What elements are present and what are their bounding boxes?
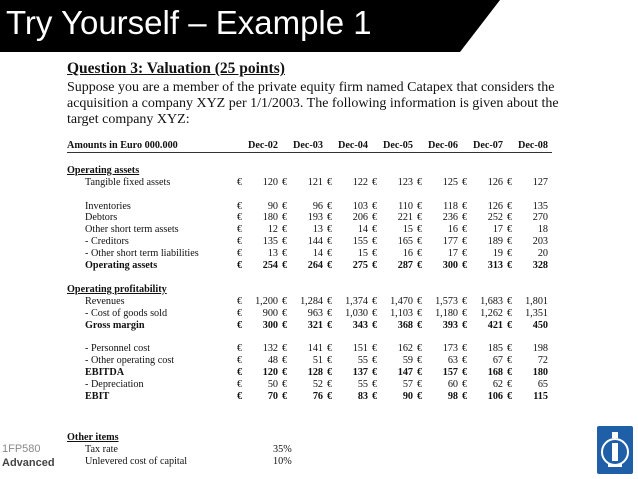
- cell-value: 252: [487, 212, 503, 224]
- currency-symbol: €: [417, 176, 423, 188]
- currency-symbol: €: [237, 248, 243, 260]
- cell-value: 16: [402, 248, 413, 260]
- row-label: - Other short term liabilities: [85, 248, 199, 260]
- cell-value: 115: [533, 390, 548, 402]
- currency-symbol: €: [417, 355, 423, 367]
- year-header: Dec-06: [427, 140, 462, 152]
- currency-symbol: €: [417, 236, 423, 248]
- cell-value: 1,262: [480, 307, 503, 319]
- section-operating-profitability: Operating profitability: [67, 283, 167, 295]
- cell-value: 125: [442, 176, 458, 188]
- cell-value: 206: [352, 212, 368, 224]
- header-label: Amounts in Euro 000.000: [67, 140, 237, 152]
- question-title: Question 3: Valuation (25 points): [67, 60, 285, 77]
- currency-symbol: €: [372, 367, 378, 379]
- currency-symbol: €: [237, 343, 243, 355]
- cell-value: 14: [357, 224, 368, 236]
- cell-value: 123: [397, 176, 413, 188]
- currency-symbol: €: [372, 248, 378, 260]
- tax-rate-value: 35%: [273, 443, 292, 455]
- cell-value: 421: [487, 319, 503, 331]
- currency-symbol: €: [462, 355, 468, 367]
- currency-symbol: €: [417, 295, 423, 307]
- cell-value: 17: [492, 224, 503, 236]
- table-row: [67, 367, 552, 379]
- section-row: [67, 284, 552, 296]
- currency-symbol: €: [327, 236, 333, 248]
- currency-symbol: €: [327, 319, 333, 331]
- cell-value: 162: [397, 343, 413, 355]
- currency-symbol: €: [462, 260, 468, 272]
- table-header-row: [67, 140, 552, 152]
- currency-symbol: €: [282, 236, 288, 248]
- currency-symbol: €: [282, 224, 288, 236]
- currency-symbol: €: [282, 248, 288, 260]
- currency-symbol: €: [282, 367, 288, 379]
- cell-value: 963: [307, 307, 323, 319]
- cell-value: 1,573: [435, 295, 458, 307]
- currency-symbol: €: [372, 343, 378, 355]
- currency-symbol: €: [237, 367, 243, 379]
- currency-symbol: €: [462, 224, 468, 236]
- row-label: Operating assets: [85, 260, 158, 272]
- currency-symbol: €: [507, 307, 513, 319]
- currency-symbol: €: [237, 355, 243, 367]
- row-label: Tangible fixed assets: [85, 176, 171, 188]
- cell-value: 15: [402, 224, 413, 236]
- cell-value: 90: [267, 200, 278, 212]
- table-row: [67, 444, 292, 456]
- table-row: [67, 236, 552, 248]
- question-block: [67, 60, 587, 128]
- cell-value: 1,683: [480, 295, 503, 307]
- cell-value: 122: [352, 176, 368, 188]
- cell-value: 1,801: [525, 295, 548, 307]
- cell-value: 60: [447, 379, 458, 391]
- cell-value: 51: [312, 355, 323, 367]
- year-header: Dec-03: [292, 140, 327, 152]
- cell-value: 135: [532, 200, 548, 212]
- currency-symbol: €: [327, 379, 333, 391]
- financial-table: [67, 140, 552, 403]
- currency-symbol: €: [417, 390, 423, 402]
- currency-symbol: €: [507, 236, 513, 248]
- table-row: [67, 296, 552, 308]
- cell-value: 254: [262, 260, 278, 272]
- cell-value: 180: [262, 212, 278, 224]
- cell-value: 450: [532, 319, 548, 331]
- cell-value: 67: [492, 355, 503, 367]
- cell-value: 144: [307, 236, 323, 248]
- coc-value: 10%: [273, 455, 292, 467]
- cell-value: 155: [352, 236, 368, 248]
- cell-value: 90: [402, 390, 413, 402]
- currency-symbol: €: [417, 367, 423, 379]
- cell-value: 275: [352, 260, 368, 272]
- currency-symbol: €: [237, 176, 243, 188]
- row-label: Inventories: [85, 200, 131, 212]
- table-row: [67, 355, 552, 367]
- row-label: EBITDA: [85, 367, 125, 379]
- currency-symbol: €: [282, 343, 288, 355]
- currency-symbol: €: [462, 200, 468, 212]
- cell-value: 118: [443, 200, 458, 212]
- currency-symbol: €: [462, 379, 468, 391]
- cell-value: 132: [262, 343, 278, 355]
- cell-value: 300: [442, 260, 458, 272]
- isti-logo-icon: [597, 426, 633, 474]
- currency-symbol: €: [282, 307, 288, 319]
- cell-value: 180: [532, 367, 548, 379]
- cell-value: 16: [447, 224, 458, 236]
- currency-symbol: €: [237, 212, 243, 224]
- currency-symbol: €: [372, 379, 378, 391]
- currency-symbol: €: [327, 355, 333, 367]
- cell-value: 1,374: [345, 295, 368, 307]
- currency-symbol: €: [372, 212, 378, 224]
- currency-symbol: €: [237, 379, 243, 391]
- table-row: [67, 320, 552, 332]
- cell-value: 18: [537, 224, 548, 236]
- row-label: Revenues: [85, 295, 125, 307]
- row-label: - Other operating cost: [85, 355, 175, 367]
- cell-value: 151: [352, 343, 368, 355]
- table-row: [67, 379, 552, 391]
- cell-value: 287: [397, 260, 413, 272]
- cell-value: 65: [537, 379, 548, 391]
- cell-value: 198: [532, 343, 548, 355]
- table-row: [67, 456, 292, 468]
- currency-symbol: €: [507, 367, 513, 379]
- cell-value: 20: [537, 248, 548, 260]
- currency-symbol: €: [327, 200, 333, 212]
- currency-symbol: €: [237, 200, 243, 212]
- currency-symbol: €: [372, 307, 378, 319]
- cell-value: 121: [307, 176, 323, 188]
- year-header: Dec-04: [337, 140, 372, 152]
- currency-symbol: €: [507, 212, 513, 224]
- question-body: Suppose you are a member of the private equity firm named Catapex that considers the acquisition a company XYZ per 1/1/2003. The following information is given about the target company XYZ:: [67, 80, 559, 127]
- currency-symbol: €: [462, 176, 468, 188]
- cell-value: 14: [312, 248, 323, 260]
- cell-value: 193: [307, 212, 323, 224]
- cell-value: 127: [532, 176, 548, 188]
- currency-symbol: €: [282, 379, 288, 391]
- currency-symbol: €: [282, 295, 288, 307]
- logo-graphic: [597, 426, 633, 474]
- cell-value: 343: [352, 319, 368, 331]
- cell-value: 96: [312, 200, 323, 212]
- cell-value: 393: [442, 319, 458, 331]
- currency-symbol: €: [372, 176, 378, 188]
- cell-value: 72: [537, 355, 548, 367]
- currency-symbol: €: [417, 319, 423, 331]
- currency-symbol: €: [462, 236, 468, 248]
- year-header: Dec-08: [517, 140, 552, 152]
- cell-value: 189: [487, 236, 503, 248]
- cell-value: 57: [402, 379, 413, 391]
- cell-value: 1,200: [255, 295, 278, 307]
- currency-symbol: €: [372, 295, 378, 307]
- row-label: Debtors: [85, 212, 118, 224]
- currency-symbol: €: [462, 390, 468, 402]
- cell-value: 900: [262, 307, 278, 319]
- currency-symbol: €: [417, 260, 423, 272]
- currency-symbol: €: [327, 248, 333, 260]
- cell-value: 50: [267, 379, 278, 391]
- currency-symbol: €: [282, 260, 288, 272]
- table-row: [67, 224, 552, 236]
- cell-value: 141: [307, 343, 323, 355]
- currency-symbol: €: [372, 200, 378, 212]
- currency-symbol: €: [417, 379, 423, 391]
- currency-symbol: €: [237, 295, 243, 307]
- cell-value: 126: [487, 176, 503, 188]
- course-code: 1FP580: [2, 443, 41, 455]
- currency-symbol: €: [417, 224, 423, 236]
- cell-value: 98: [447, 390, 458, 402]
- currency-symbol: €: [327, 212, 333, 224]
- currency-symbol: €: [462, 319, 468, 331]
- cell-value: 128: [307, 367, 323, 379]
- cell-value: 264: [307, 260, 323, 272]
- currency-symbol: €: [327, 343, 333, 355]
- cell-value: 103: [352, 200, 368, 212]
- cell-value: 55: [357, 355, 368, 367]
- currency-symbol: €: [417, 307, 423, 319]
- cell-value: 52: [312, 379, 323, 391]
- table-row: [67, 177, 552, 189]
- cell-value: 62: [492, 379, 503, 391]
- cell-value: 19: [492, 248, 503, 260]
- cell-value: 13: [312, 224, 323, 236]
- row-label: - Personnel cost: [85, 343, 151, 355]
- cell-value: 59: [402, 355, 413, 367]
- cell-value: 110: [398, 200, 413, 212]
- section-operating-assets: Operating assets: [67, 164, 140, 176]
- cell-value: 157: [442, 367, 458, 379]
- cell-value: 70: [267, 390, 278, 402]
- currency-symbol: €: [372, 260, 378, 272]
- cell-value: 313: [487, 260, 503, 272]
- currency-symbol: €: [282, 319, 288, 331]
- row-label: - Cost of goods sold: [85, 307, 168, 319]
- currency-symbol: €: [417, 200, 423, 212]
- currency-symbol: €: [462, 212, 468, 224]
- cell-value: 1,180: [435, 307, 458, 319]
- other-items-table: [67, 432, 292, 468]
- table-row: [67, 201, 552, 213]
- cell-value: 120: [262, 176, 278, 188]
- cell-value: 135: [262, 236, 278, 248]
- cell-value: 173: [442, 343, 458, 355]
- year-header: Dec-07: [472, 140, 507, 152]
- currency-symbol: €: [507, 224, 513, 236]
- row-label: Other short term assets: [85, 224, 179, 236]
- currency-symbol: €: [372, 355, 378, 367]
- currency-symbol: €: [417, 212, 423, 224]
- cell-value: 126: [487, 200, 503, 212]
- currency-symbol: €: [417, 248, 423, 260]
- currency-symbol: €: [462, 295, 468, 307]
- tax-rate-label: Tax rate: [85, 443, 118, 455]
- currency-symbol: €: [237, 260, 243, 272]
- currency-symbol: €: [507, 200, 513, 212]
- cell-value: 177: [442, 236, 458, 248]
- currency-symbol: €: [327, 176, 333, 188]
- cell-value: 63: [447, 355, 458, 367]
- section-row: [67, 165, 552, 177]
- cell-value: 168: [487, 367, 503, 379]
- cell-value: 221: [397, 212, 413, 224]
- cell-value: 1,030: [345, 307, 368, 319]
- course-level: Advanced: [2, 457, 55, 469]
- cell-value: 17: [447, 248, 458, 260]
- currency-symbol: €: [462, 307, 468, 319]
- year-header: Dec-05: [382, 140, 417, 152]
- table-row: [67, 212, 552, 224]
- row-label: - Creditors: [85, 236, 129, 248]
- cell-value: 185: [487, 343, 503, 355]
- currency-symbol: €: [372, 224, 378, 236]
- currency-symbol: €: [282, 390, 288, 402]
- currency-symbol: €: [282, 176, 288, 188]
- currency-symbol: €: [237, 390, 243, 402]
- currency-symbol: €: [237, 319, 243, 331]
- table-row: [67, 391, 552, 403]
- currency-symbol: €: [327, 307, 333, 319]
- currency-symbol: €: [327, 390, 333, 402]
- row-label: - Depreciation: [85, 379, 144, 391]
- cell-value: 106: [487, 390, 503, 402]
- cell-value: 321: [307, 319, 323, 331]
- currency-symbol: €: [282, 200, 288, 212]
- cell-value: 76: [312, 390, 323, 402]
- row-label: Gross margin: [85, 319, 145, 331]
- cell-value: 13: [267, 248, 278, 260]
- cell-value: 83: [357, 390, 368, 402]
- currency-symbol: €: [507, 295, 513, 307]
- cell-value: 12: [267, 224, 278, 236]
- currency-symbol: €: [462, 367, 468, 379]
- currency-symbol: €: [237, 224, 243, 236]
- currency-symbol: €: [507, 343, 513, 355]
- currency-symbol: €: [507, 355, 513, 367]
- cell-value: 368: [397, 319, 413, 331]
- currency-symbol: €: [282, 212, 288, 224]
- currency-symbol: €: [237, 236, 243, 248]
- coc-label: Unlevered cost of capital: [85, 455, 188, 467]
- currency-symbol: €: [282, 355, 288, 367]
- currency-symbol: €: [462, 343, 468, 355]
- currency-symbol: €: [327, 367, 333, 379]
- cell-value: 48: [267, 355, 278, 367]
- year-header: Dec-02: [247, 140, 282, 152]
- table-row: [67, 248, 552, 260]
- cell-value: 328: [532, 260, 548, 272]
- table-row: [67, 260, 552, 272]
- cell-value: 55: [357, 379, 368, 391]
- other-items-title: Other items: [67, 432, 119, 443]
- currency-symbol: €: [372, 236, 378, 248]
- cell-value: 1,351: [525, 307, 548, 319]
- currency-symbol: €: [372, 390, 378, 402]
- cell-value: 15: [357, 248, 368, 260]
- currency-symbol: €: [507, 379, 513, 391]
- currency-symbol: €: [507, 319, 513, 331]
- currency-symbol: €: [327, 260, 333, 272]
- currency-symbol: €: [462, 248, 468, 260]
- table-row: [67, 308, 552, 320]
- cell-value: 165: [397, 236, 413, 248]
- currency-symbol: €: [372, 319, 378, 331]
- cell-value: 1,470: [390, 295, 413, 307]
- currency-symbol: €: [417, 343, 423, 355]
- currency-symbol: €: [237, 307, 243, 319]
- table-row: [67, 343, 552, 355]
- cell-value: 1,103: [390, 307, 413, 319]
- cell-value: 147: [397, 367, 413, 379]
- currency-symbol: €: [507, 248, 513, 260]
- cell-value: 120: [262, 367, 278, 379]
- cell-value: 300: [262, 319, 278, 331]
- currency-symbol: €: [327, 224, 333, 236]
- currency-symbol: €: [507, 260, 513, 272]
- slide-title: Try Yourself – Example 1: [6, 4, 372, 41]
- cell-value: 1,284: [300, 295, 323, 307]
- currency-symbol: €: [507, 176, 513, 188]
- cell-value: 236: [442, 212, 458, 224]
- currency-symbol: €: [507, 390, 513, 402]
- currency-symbol: €: [327, 295, 333, 307]
- row-label: EBIT: [85, 390, 110, 402]
- cell-value: 203: [532, 236, 548, 248]
- cell-value: 270: [532, 212, 548, 224]
- cell-value: 137: [352, 367, 368, 379]
